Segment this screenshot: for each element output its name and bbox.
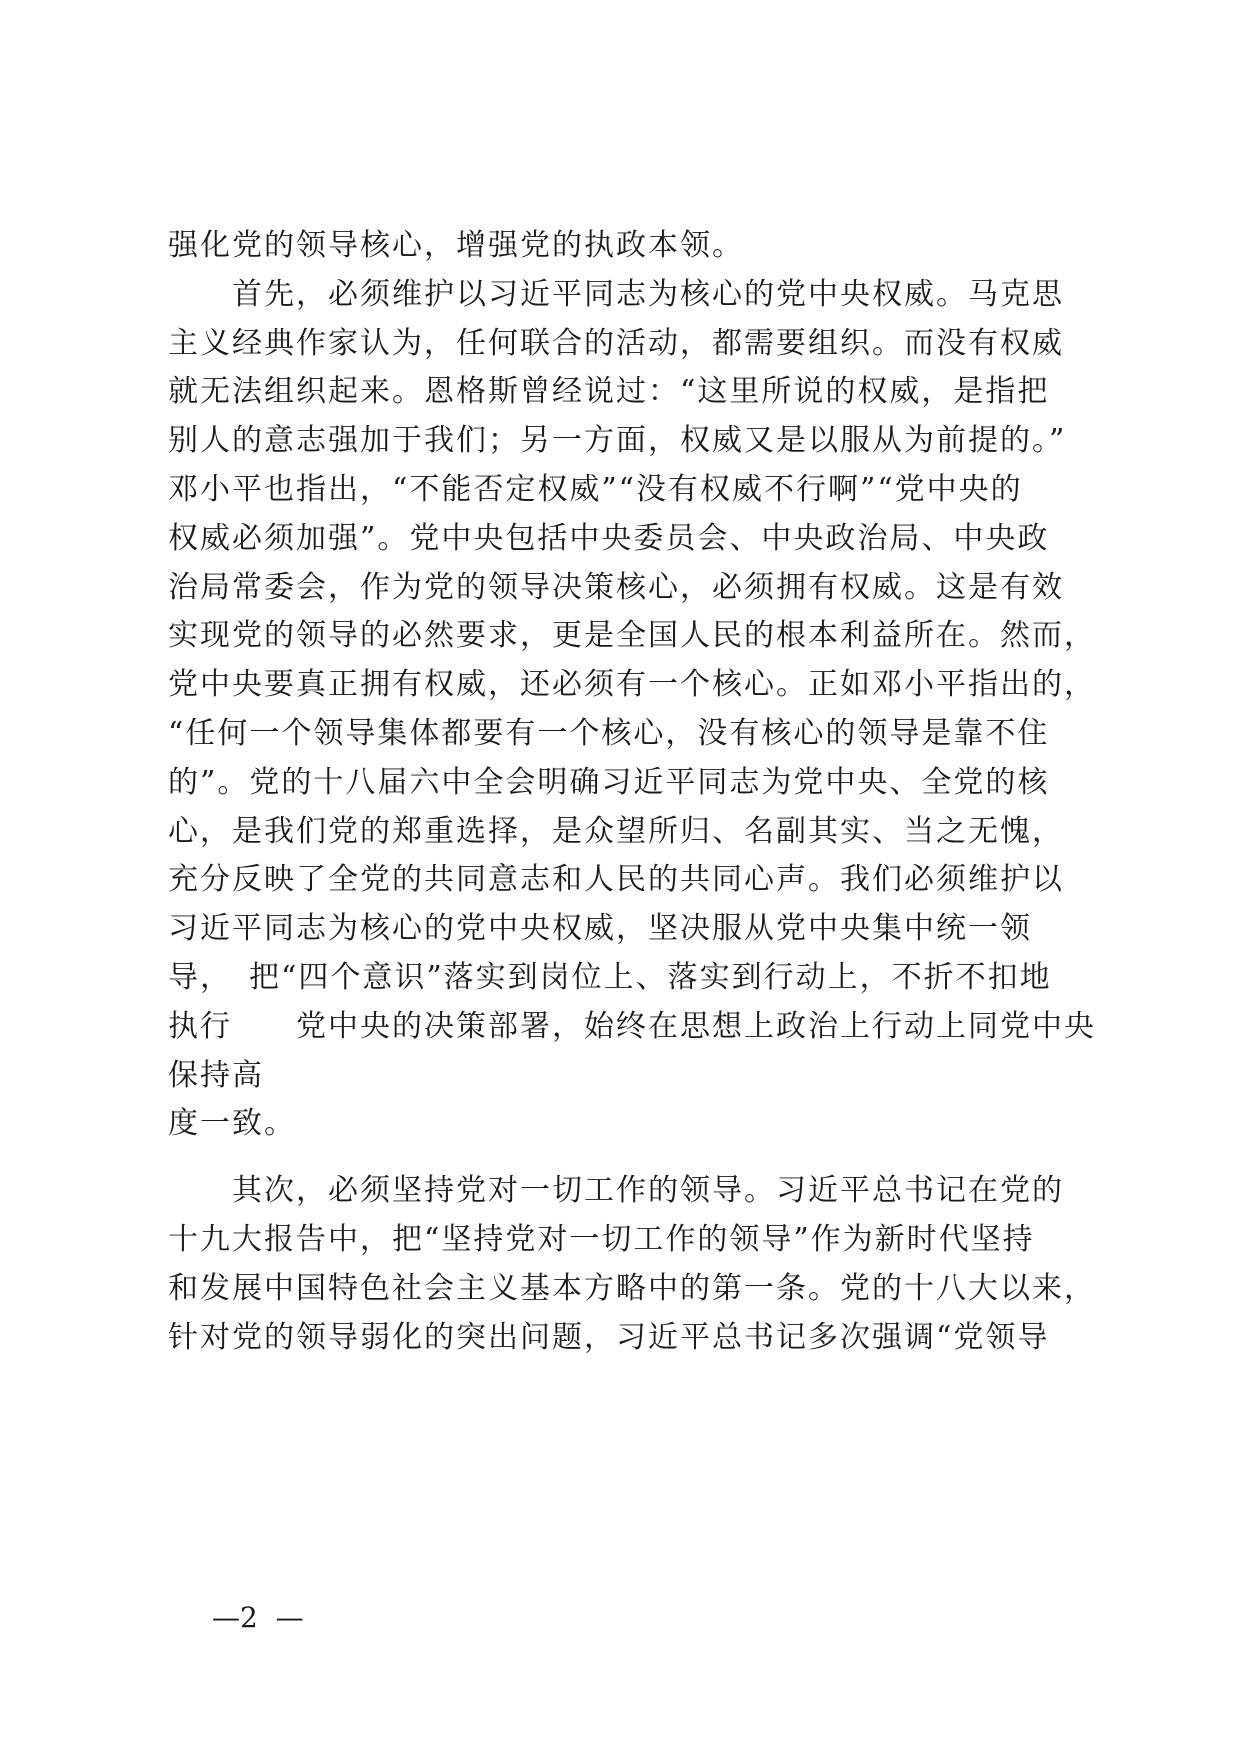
- text-line: 党中央要真正拥有权威，还必须有一个核心。正如邓小平指出的，: [168, 667, 1096, 703]
- text-line: 别人的意志强加于我们；另一方面，权威又是以服从为前提的。”: [168, 423, 1067, 459]
- page-number: —2 —: [212, 1601, 304, 1634]
- text-line: 保持高: [168, 1057, 264, 1093]
- text-line: 十九大报告中，把“坚持党对一切工作的领导”作为新时代坚持: [168, 1221, 1035, 1257]
- text-line: 度一致。: [168, 1106, 296, 1142]
- text-line: 实现党的领导的必然要求，更是全国人民的根本利益所在。然而，: [168, 618, 1096, 654]
- text-line: 充分反映了全党的共同意志和人民的共同心声。我们必须维护以: [168, 862, 1064, 898]
- text-line: 强化党的领导核心，增强党的执政本领。: [168, 228, 744, 263]
- text-line: 执行 党中央的决策部署，始终在思想上政治上行动上同党中央: [168, 1008, 1096, 1044]
- text-line: 心，是我们党的郑重选择，是众望所归、名副其实、当之无愧，: [168, 813, 1064, 849]
- text-line: 和发展中国特色社会主义基本方略中的第一条。党的十八大以来，: [168, 1270, 1096, 1306]
- text-line: 治局常委会，作为党的领导决策核心，必须拥有权威。这是有效: [168, 569, 1064, 605]
- text-line: 针对党的领导弱化的突出问题，习近平总书记多次强调“党领导: [168, 1319, 1050, 1355]
- text-line: 权威必须加强”。党中央包括中央委员会、中央政治局、中央政: [168, 520, 1050, 556]
- text-line: 主义经典作家认为，任何联合的活动，都需要组织。而没有权威: [168, 325, 1064, 361]
- body-text: [168, 222, 1096, 1362]
- text-line: 其次，必须坚持党对一切工作的领导。习近平总书记在党的: [168, 1173, 1064, 1209]
- text-line: 导， 把“四个意识”落实到岗位上、落实到行动上，不折不扣地: [168, 959, 1052, 995]
- text-line: 的”。党的十八届六中全会明确习近平同志为党中央、全党的核: [168, 764, 1050, 800]
- text-line: 邓小平也指出，“不能否定权威”“没有权威不行啊”“党中央的: [168, 471, 1023, 507]
- text-line: “任何一个领导集体都要有一个核心，没有核心的领导是靠不住: [168, 715, 1050, 751]
- text-line: 习近平同志为核心的党中央权威，坚决服从党中央集中统一领: [168, 911, 1032, 947]
- text-line: 就无法组织起来。恩格斯曾经说过：“这里所说的权威，是指把: [168, 374, 1050, 410]
- text-line: 首先，必须维护以习近平同志为核心的党中央权威。马克思: [168, 276, 1064, 312]
